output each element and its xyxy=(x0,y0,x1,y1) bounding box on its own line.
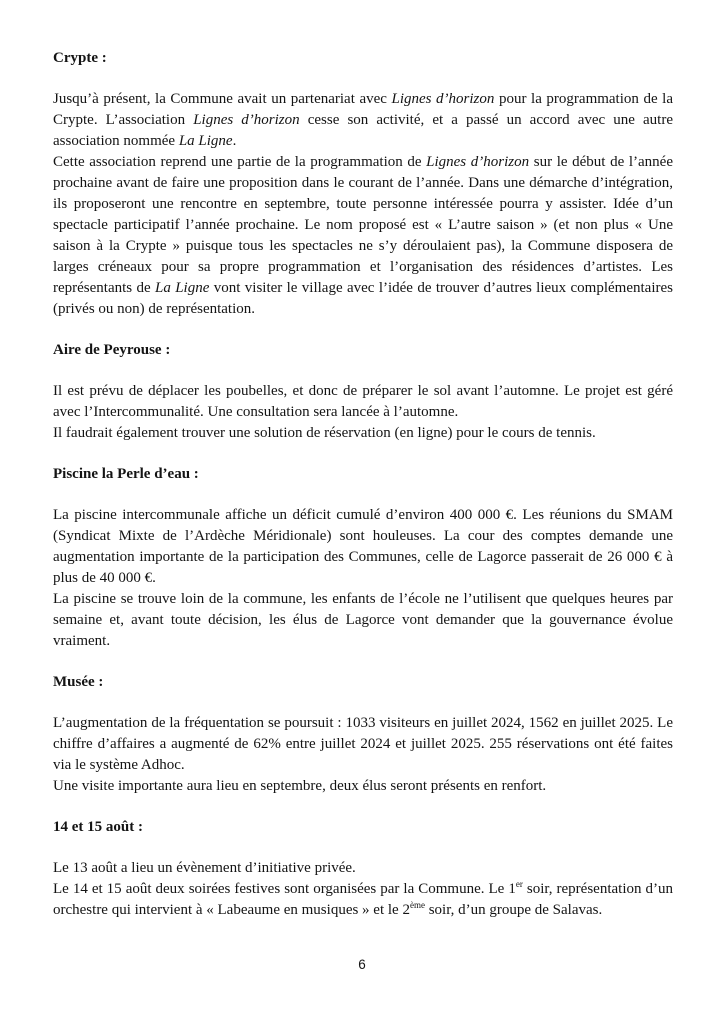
section-heading: Musée : xyxy=(53,674,104,690)
paragraph xyxy=(53,858,673,879)
section-heading: Aire de Peyrouse : xyxy=(53,342,171,358)
section-heading: Piscine la Perle d’eau : xyxy=(53,466,199,482)
text-run: Le 14 et 15 août deux soirées festives sont organisées par la Commune. Le 1 xyxy=(53,881,516,897)
paragraph xyxy=(53,776,673,797)
paragraph xyxy=(53,152,673,320)
text-run: L’augmentation de la fréquentation se poursuit : 1033 visiteurs en juillet 2024, 1562 en juillet 2025. Le chiffre d’affaires a augmenté de 62% entre juillet 2024 et juillet 2025. 255 réservations ont été faites via le système Adhoc. xyxy=(53,715,673,773)
text-run: Il faudrait également trouver une solution de réservation (en ligne) pour le cours de tennis. xyxy=(53,425,596,441)
paragraph xyxy=(53,713,673,776)
text-run: La piscine se trouve loin de la commune, les enfants de l’école ne l’utilisent que quelques heures par semaine et, avant toute décision, les élus de Lagorce vont demander que la gouvernance évolue vraiment. xyxy=(53,591,673,649)
text-run: soir, représentation d’un orchestre qui intervient à « Labeaume en musiques » et le 2 xyxy=(53,881,673,918)
text-run: Jusqu’à présent, la Commune avait un partenariat avec xyxy=(53,91,392,107)
text-run: . xyxy=(232,133,237,149)
text-run: soir, d’un groupe de Salavas. xyxy=(424,902,603,918)
text-run: La piscine intercommunale affiche un déficit cumulé d’environ 400 000 €. Les réunions du SMAM (Syndicat Mixte de l’Ardèche Méridionale) sont houleuses. La cour des comptes demande une augmentation importante de la participation des Communes, celle de Lagorce passerait de 26 000 € à plus de 40 000 €. xyxy=(53,507,673,586)
paragraph xyxy=(53,89,673,152)
text-run: Le 13 août a lieu un évènement d’initiative privée. xyxy=(53,860,356,876)
section-heading: Crypte : xyxy=(53,50,107,66)
paragraph xyxy=(53,879,673,921)
text-run: cesse son activité, et a passé un accord avec une autre association nommée xyxy=(53,112,673,149)
superscript-run: ème xyxy=(409,900,425,910)
italic-run: Lignes d’horizon xyxy=(193,112,300,128)
text-run: pour la programmation de la Crypte. L’association xyxy=(53,91,674,128)
text-run: Une visite importante aura lieu en septembre, deux élus seront présents en renfort. xyxy=(53,778,547,794)
paragraph xyxy=(53,423,673,444)
italic-run: La Ligne xyxy=(155,280,210,296)
page-footer xyxy=(0,957,724,972)
text-run: vont visiter le village avec l’idée de trouver d’autres lieux complémentaires (privés ou non) de représentation. xyxy=(53,280,673,317)
document-body xyxy=(53,48,673,921)
paragraph xyxy=(53,381,673,423)
italic-run: Lignes d’horizon xyxy=(391,91,495,107)
text-run: sur le début de l’année prochaine avant de faire une proposition dans le courant de l’année. Dans une démarche d’intégration, ils proposeront une rencontre en septembre, toute personne intéressée pourra y assister. Idée d’un spectacle participatif l’année prochaine. Le nom proposé est « L’autre saison » (et non plus « Une saison à la Crypte » puisque tous les spectacles ne s’y déroulaient pas), la Commune disposera de larges créneaux pour sa propre programmation et l’organisation des résidences d’artistes. Les représentants de xyxy=(53,154,674,296)
text-run: Il est prévu de déplacer les poubelles, et donc de préparer le sol avant l’automne. Le projet est géré avec l’Intercommunalité. Une consultation sera lancée à l’automne. xyxy=(53,383,673,420)
text-run: Cette association reprend une partie de la programmation de xyxy=(53,154,427,170)
italic-run: La Ligne xyxy=(178,133,233,149)
paragraph xyxy=(53,505,673,589)
italic-run: Lignes d’horizon xyxy=(426,154,530,170)
page-number: 6 xyxy=(358,957,366,972)
paragraph xyxy=(53,589,673,652)
section-heading: 14 et 15 août : xyxy=(53,819,143,835)
superscript-run: er xyxy=(515,879,523,889)
